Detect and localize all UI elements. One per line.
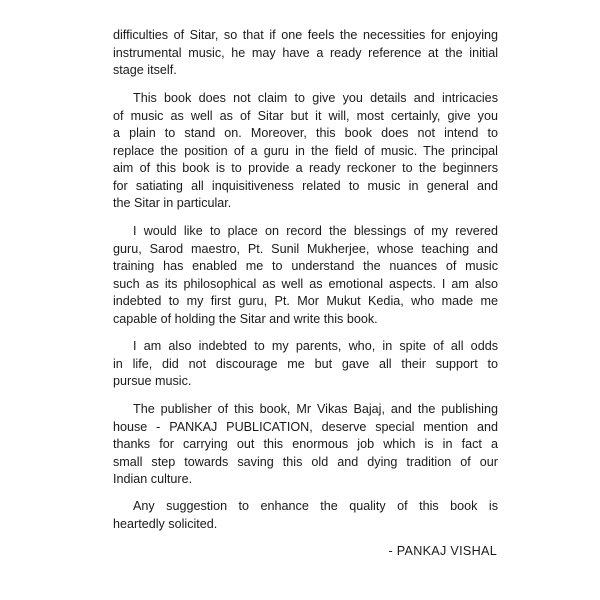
text-line: thanks for carrying out this enormous job which is in fact a	[113, 437, 498, 451]
text-line: Any suggestion to enhance the quality of this book is	[133, 499, 498, 513]
text-line: stage itself.	[113, 63, 177, 77]
text-line: I would like to place on record the blessings of my revered	[133, 224, 498, 238]
text-line: in life, did not discourage me but gave all their support to	[113, 356, 498, 371]
text-line: training has enabled me to understand the nuances of music	[113, 259, 498, 273]
text-line: indebted to my first guru, Pt. Mor Mukut Kedia, who made me	[113, 294, 498, 308]
text-line: house - PANKAJ PUBLICATION, deserve special mention and	[113, 419, 498, 434]
author-signature: - PANKAJ VISHAL	[388, 544, 497, 558]
text-line: the Sitar in particular.	[113, 196, 232, 210]
text-line: capable of holding the Sitar and write this book.	[113, 311, 378, 326]
text-line: difficulties of Sitar, so that if one feels the necessities for enjoying	[113, 28, 498, 42]
paragraph-intro-continued	[113, 27, 498, 80]
text-line: instrumental music, he may have a ready reference at the initial	[113, 45, 498, 60]
paragraph-publisher-acknowledgement	[113, 401, 498, 489]
text-line: This book does not claim to give you details and intricacies	[133, 91, 498, 105]
text-line: The publisher of this book, Mr Vikas Bajaj, and the publishing	[133, 402, 498, 416]
text-line: such as its philosophical as well as emotional aspects. I am also	[113, 276, 498, 291]
text-line: of music as well as of Sitar but it will, most certainly, give you	[113, 108, 498, 123]
paragraph-parents-acknowledgement	[113, 338, 498, 391]
text-line: replace the position of a guru in the field of music. The principal	[113, 143, 498, 158]
text-line: Indian culture.	[113, 472, 193, 486]
text-line: for satiating all inquisitiveness related to music in general and	[113, 178, 498, 193]
paragraph-suggestions	[113, 498, 498, 533]
paragraph-book-purpose	[113, 90, 498, 213]
text-line: pursue music.	[113, 374, 192, 388]
paragraph-guru-acknowledgement	[113, 223, 498, 328]
text-line: guru, Sarod maestro, Pt. Sunil Mukherjee, whose teaching and	[113, 241, 498, 256]
text-line: heartedly solicited.	[113, 516, 218, 531]
text-line: I am also indebted to my parents, who, in spite of all odds	[133, 339, 498, 353]
text-line: aim of this book is to provide a ready reckoner to the beginners	[113, 161, 498, 175]
text-line: small step towards saving this old and dying tradition of our	[113, 454, 498, 469]
text-line: a plain to stand on. Moreover, this book does not intend to	[113, 126, 498, 140]
